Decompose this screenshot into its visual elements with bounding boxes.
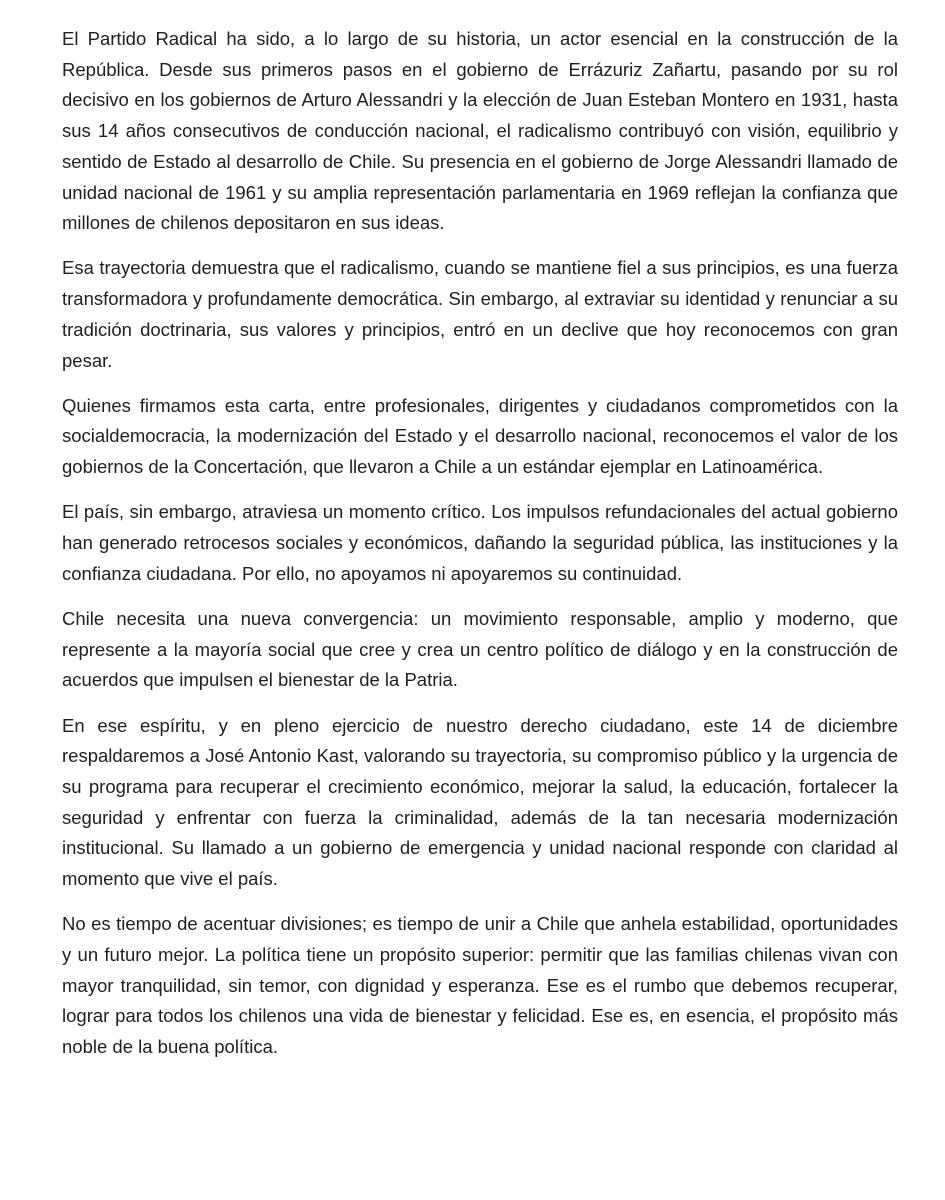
paragraph-trajectory: Esa trayectoria demuestra que el radicalismo, cuando se mantiene fiel a sus principios, es una fuerza transformadora y profundamente democrática. Sin embargo, al extraviar su identidad y renunciar a su tradición doctrinaria, sus valores y principios, entró en un declive que hoy reconocemos con gran pesar. bbox=[62, 257, 898, 371]
paragraph-endorsement: En ese espíritu, y en pleno ejercicio de nuestro derecho ciudadano, este 14 de diciembre respaldaremos a José Antonio Kast, valorando su trayectoria, su compromiso público y la urgencia de su programa para recuperar el crecimiento económico, mejorar la salud, la educación, fortalecer la seguridad y enfrentar con fuerza la criminalidad, además de la tan necesaria modernización institucional. Su llamado a un gobierno de emergencia y unidad nacional responde con claridad al momento que vive el país. bbox=[62, 714, 898, 890]
paragraph-history: El Partido Radical ha sido, a lo largo de su historia, un actor esencial en la construcción de la República. Desde sus primeros pasos en el gobierno de Errázuriz Zañartu, pasando por su rol decisivo en los gobiernos de Arturo Alessandri y la elección de Juan Esteban Montero en 1931, hasta sus 14 años consecutivos de conducción nacional, el radicalismo contribuyó con visión, equilibrio y sentido de Estado al desarrollo de Chile. Su presencia en el gobierno de Jorge Alessandri llamado de unidad nacional de 1961 y su amplia representación parlamentaria en 1969 reflejan la confianza que millones de chilenos depositaron en sus ideas. bbox=[62, 28, 898, 234]
paragraph-closing: No es tiempo de acentuar divisiones; es tiempo de unir a Chile que anhela estabilidad, oportunidades y un futuro mejor. La política tiene un propósito superior: permitir que las familias chilenas vivan con mayor tranquilidad, sin temor, con dignidad y esperanza. Ese es el rumbo que debemos recuperar, lograr para todos los chilenos una vida de bienestar y felicidad. Ese es, en esencia, el propósito más noble de la buena política. bbox=[62, 913, 898, 1058]
letter-body bbox=[62, 24, 898, 1077]
paragraph-convergence: Chile necesita una nueva convergencia: un movimiento responsable, amplio y moderno, que represente a la mayoría social que cree y crea un centro político de diálogo y en la construcción de acuerdos que impulsen el bienestar de la Patria. bbox=[62, 607, 898, 691]
paragraph-signatories: Quienes firmamos esta carta, entre profesionales, dirigentes y ciudadanos comprometidos con la socialdemocracia, la modernización del Estado y el desarrollo nacional, reconocemos el valor de los gobiernos de la Concertación, que llevaron a Chile a un estándar ejemplar en Latinoamérica. bbox=[62, 394, 898, 478]
paragraph-critical-moment: El país, sin embargo, atraviesa un momento crítico. Los impulsos refundacionales del actual gobierno han generado retrocesos sociales y económicos, dañando la seguridad pública, las instituciones y la confianza ciudadana. Por ello, no apoyamos ni apoyaremos su continuidad. bbox=[62, 501, 898, 584]
